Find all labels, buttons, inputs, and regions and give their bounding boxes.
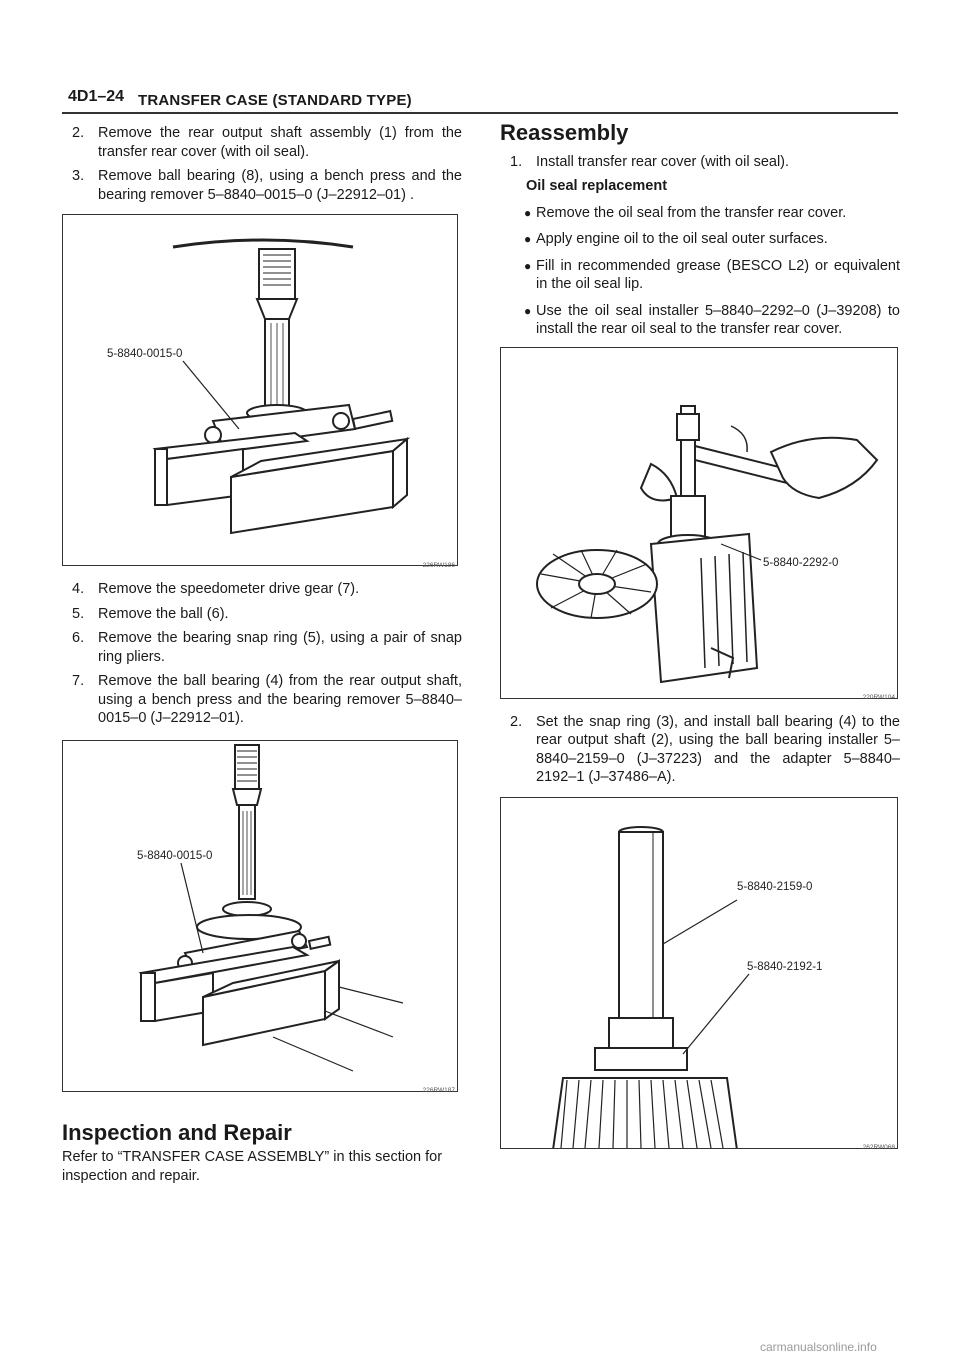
page-header	[62, 88, 898, 114]
step-number: 7.	[72, 673, 85, 689]
bullet-item	[500, 230, 900, 249]
bullet-icon: ●	[524, 205, 532, 220]
step-number: 3.	[72, 168, 85, 184]
figure-code: 226RW187	[422, 1087, 455, 1094]
figure-bearing-remover-2	[62, 740, 458, 1092]
header-rule	[62, 112, 898, 114]
figure-bearing-installer	[500, 797, 898, 1149]
step-text: Remove the bearing snap ring (5), using a pair of snap ring pliers.	[98, 630, 462, 665]
bullet-item	[500, 257, 900, 294]
bullet-text: Fill in recommended grease (BESCO L2) or equivalent in the oil seal lip.	[536, 257, 900, 292]
step-text: Remove the ball (6).	[98, 605, 229, 622]
step-number: 2.	[510, 713, 523, 730]
step-text: Remove the speedometer drive gear (7).	[98, 581, 360, 597]
bullet-icon: ●	[524, 303, 532, 318]
step-text: Install transfer rear cover (with oil seal).	[536, 153, 790, 170]
bullet-text: Apply engine oil to the oil seal outer surfaces.	[536, 231, 828, 247]
bullet-text: Remove the oil seal from the transfer rear cover.	[536, 204, 847, 221]
figure-bearing-remover-1	[62, 214, 458, 569]
step-number: 2.	[72, 125, 85, 141]
bench-press-illustration	[63, 215, 457, 565]
bullet-icon: ●	[524, 232, 532, 246]
tool-callout: 5-8840-0015-0	[137, 849, 213, 862]
left-column	[62, 124, 462, 1185]
reassembly-heading: Reassembly	[500, 120, 629, 145]
tool-callout: 5-8840-2292-0	[763, 556, 839, 569]
figure-code: 226RW186	[422, 561, 455, 569]
oil-seal-subheading: Oil seal replacement	[526, 178, 668, 194]
bullet-text: Use the oil seal installer 5–8840–2292–0 (J–39208) to install the rear oil seal to the transfer rear cover.	[536, 302, 900, 337]
step-2	[62, 124, 462, 161]
step-3	[62, 167, 462, 204]
inspection-text: Refer to “TRANSFER CASE ASSEMBLY” in this section for inspection and repair.	[62, 1149, 443, 1184]
figure-code: 262RW068	[862, 1144, 895, 1151]
step-number: 5.	[72, 605, 85, 622]
hammer-installer-illustration	[501, 348, 897, 698]
step-text: Remove the rear output shaft assembly (1) from the transfer rear cover (with oil seal).	[98, 125, 462, 160]
bullet-item	[500, 204, 900, 223]
step-2-reassembly	[500, 713, 900, 787]
bullet-icon: ●	[524, 258, 532, 273]
step-number: 4.	[72, 581, 85, 597]
bench-press-illustration	[63, 741, 457, 1091]
step-1	[500, 153, 900, 172]
right-column	[500, 120, 900, 1151]
inspection-heading: Inspection and Repair	[62, 1119, 292, 1145]
tool-callout: 5-8840-0015-0	[107, 348, 183, 360]
step-number: 6.	[72, 630, 85, 646]
step-7	[62, 672, 462, 728]
step-5	[62, 605, 462, 624]
step-6	[62, 629, 462, 666]
step-text: Remove the ball bearing (4) from the rear output shaft, using a bench press and the bearing remover 5–8840–0015–0 (J–22912–01).	[98, 673, 462, 726]
page-number: 4D1–24	[68, 88, 125, 105]
watermark: carmanualsonline.info	[760, 1340, 877, 1354]
step-4	[62, 580, 462, 599]
step-text: Set the snap ring (3), and install ball bearing (4) to the rear output shaft (2), using the ball bearing installer 5–8840–2159–0 (J–37223) and the adapter 5–8840–2192–1 (J–37486–A).	[536, 713, 900, 785]
section-title: TRANSFER CASE (STANDARD TYPE)	[138, 92, 412, 109]
adapter-callout: 5-8840-2192-1	[747, 960, 823, 973]
step-number: 1.	[510, 153, 523, 170]
bullet-item	[500, 302, 900, 339]
installer-callout: 5-8840-2159-0	[737, 880, 813, 893]
figure-code: 220RW104	[862, 694, 895, 701]
installer-adapter-illustration	[501, 798, 897, 1148]
figure-oil-seal-installer	[500, 347, 898, 699]
step-text: Remove ball bearing (8), using a bench press and the bearing remover 5–8840–0015–0 (J–22912–01) .	[98, 168, 462, 203]
